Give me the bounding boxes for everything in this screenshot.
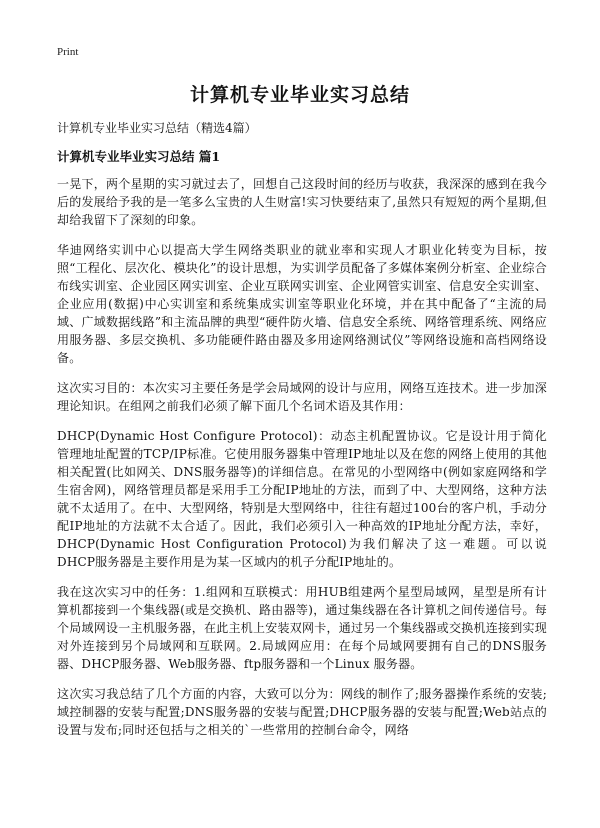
section-heading: 计算机专业毕业实习总结 篇1 [57, 149, 221, 164]
paragraph-tasks: 我在这次实习中的任务：1.组网和互联模式：用HUB组建两个星型局域网，星型是所有计算机都接到一个集线器(或是交换机、路由器等)，通过集线器在各计算机之间传递信号。每个局域网设一主机服务器，在此主机上安装双网卡，通过另一个集线器或交换机连接到实现对外连接到另个局域网和互联网。2.局域网应用：在每个局域网要拥有自己的DNS服务器、DHCP服务器、Web服务器、ftp服务器和一个Linux 服务器。 [57, 585, 547, 671]
paragraph-purpose: 这次实习目的：本次实习主要任务是学会局域网的设计与应用，网络互连技术。进一步加深理论知识。在组网之前我们必须了解下面几个名词术语及其作用： [57, 381, 547, 413]
paragraph-summary: 这次实习我总结了几个方面的内容，大致可以分为：网线的制作了;服务器操作系统的安装;域控制器的安装与配置;DNS服务器的安装与配置;DHCP服务器的安装与配置;Web站点的设置与发布;同时还包括与之相关的`一些常用的控制台命令，网络 [57, 687, 547, 737]
paragraph-training-center: 华迪网络实训中心以提高大学生网络类职业的就业率和实现人才职业化转变为目标，按照“工程化、层次化、模块化”的设计思想，为实训学员配备了多媒体案例分析室、企业综合布线实训室、企业园区网实训室、企业互联网实训室、企业网管实训室、信息安全实训室、企业应用(数据)中心实训室和系统集成实训室等职业化环境，并在其中配备了“主流的局域、广域数据线路”和主流品牌的典型“硬件防火墙、信息安全系统、网络管理系统、网络应用服务器、多层交换机、多功能硬件路由器及多用途网络测试仪”等网络设施和高档网络设备。 [57, 243, 547, 365]
document-title: 计算机专业毕业实习总结 [189, 84, 410, 106]
paragraph-dhcp: DHCP(Dynamic Host Configure Protocol)：动态主机配置协议。它是设计用于简化管理地址配置的TCP/IP标准。它使用服务器集中管理IP地址以及在您的网络上使用的其他相关配置(比如网关、DNS服务器等)的详细信息。在常见的小型网络中(例如家庭网络和学生宿舍网)，网络管理员都是采用手工分配IP地址的方法，而到了中、大型网络，这种方法就不太适用了。在中、大型网络，特别是大型网络中，往往有超过100台的客户机，手动分配IP地址的方法就不太合适了。因此，我们必须引入一种高效的IP地址分配方法，幸好，DHCP(Dynamic Host Configuration Protocol)为我们解决了这一难题。可以说DHCP服务器是主要作用是为某一区域内的机子分配IP地址的。 [57, 429, 547, 569]
document-subtitle: 计算机专业毕业实习总结（精选4篇） [57, 121, 257, 135]
print-label: Print [57, 46, 79, 58]
document-body [57, 120, 547, 751]
paragraph-intro: 一晃下，两个星期的实习就过去了，回想自己这段时间的经历与收获，我深深的感到在我今后的发展给予我的是一笔多么宝贵的人生财富!实习快要结束了,虽然只有短短的两个星期,但却给我留下了深刻的印象。 [57, 177, 547, 227]
